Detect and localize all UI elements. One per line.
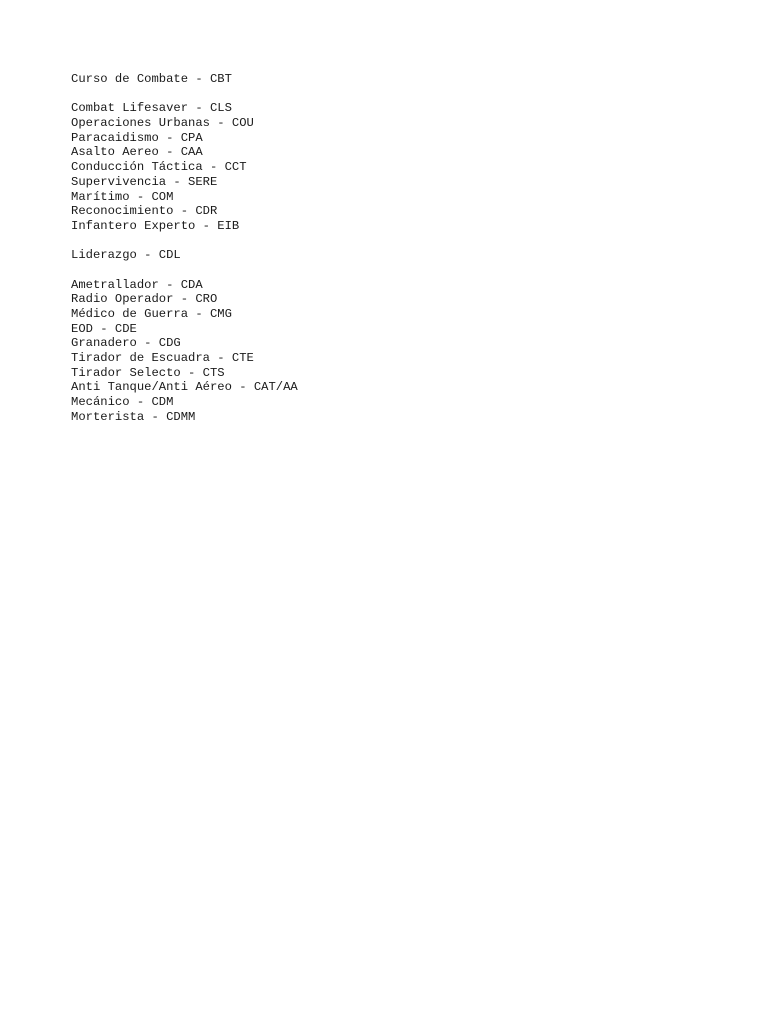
course-line: Anti Tanque/Anti Aéreo - CAT/AA [71,380,298,395]
course-line: Médico de Guerra - CMG [71,307,232,321]
course-line: Supervivencia - SERE [71,174,218,189]
document-body [71,72,298,439]
course-line: Granadero - CDG [71,336,181,351]
course-line: Tirador de Escuadra - CTE [71,351,254,366]
course-line: Operaciones Urbanas - COU [71,116,254,131]
course-line: Paracaidismo - CPA [71,130,203,145]
course-line: Radio Operador - CRO [71,292,218,307]
course-line: Combat Lifesaver - CLS [71,101,232,116]
course-group-leadership [71,248,298,263]
course-line: Mecánico - CDM [71,395,174,410]
course-line: Marítimo - COM [71,189,174,204]
course-line: Ametrallador - CDA [71,277,203,292]
course-line: Reconocimiento - CDR [71,204,218,219]
course-line: Morterista - CDMM [71,409,196,424]
course-line: Curso de Combate - CBT [71,72,232,86]
course-group-basic [71,72,298,87]
course-line: Infantero Experto - EIB [71,218,240,233]
course-line: Liderazgo - CDL [71,248,181,263]
course-group-specialized [71,101,298,233]
course-line: Asalto Aereo - CAA [71,145,203,160]
course-line: EOD - CDE [71,321,137,336]
course-line: Tirador Selecto - CTS [71,365,225,380]
course-line: Conducción Táctica - CCT [71,160,247,175]
course-group-roles [71,278,298,425]
